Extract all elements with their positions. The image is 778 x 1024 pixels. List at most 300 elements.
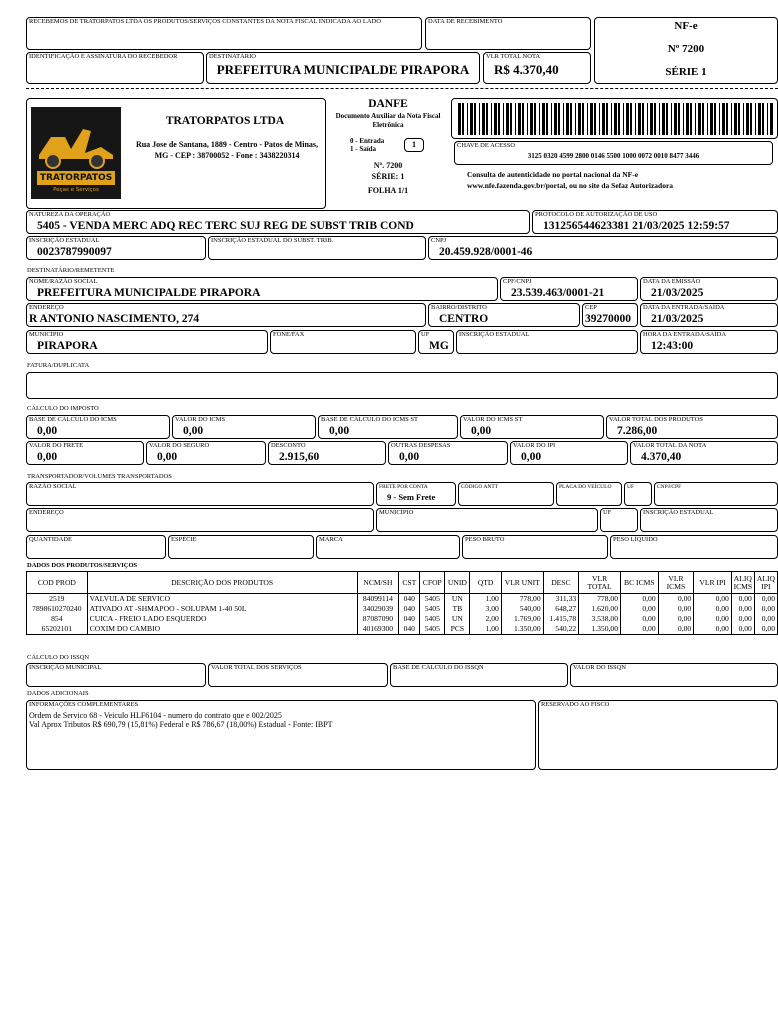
table-cell: 1,00: [470, 594, 501, 605]
barcode-bar: [474, 103, 476, 135]
nfe-series: SÉRIE 1: [665, 66, 707, 78]
barcode-bar: [770, 103, 773, 135]
tax-icms-base-label: BASE DE CÁLCULO DO ICMS: [29, 416, 117, 423]
barcode-bar: [515, 103, 516, 135]
emitter-address: Rua Jose de Santana, 1889 - Centro - Patos de Minas, MG - CEP : 38700052 - Fone : 3438220314: [135, 140, 319, 160]
table-cell: 540,00: [501, 604, 543, 614]
issqn-section: CÁLCULO DO ISSQN: [27, 654, 90, 661]
tax-icms-st-base-value: 0,00: [329, 425, 350, 437]
barcode-bar: [458, 103, 461, 135]
barcode-bar: [503, 103, 504, 135]
freight-label: FRETE POR CONTA: [379, 484, 428, 490]
barcode-bar: [731, 103, 732, 135]
recipient-cpf-label: CPF/CNPJ: [503, 278, 532, 285]
freight-value: 9 - Sem Frete: [387, 492, 436, 502]
table-cell: 0,00: [621, 624, 659, 635]
barcode-bar: [479, 103, 480, 135]
issqn-base-label: BASE DE CÁLCULO DO ISSQN: [393, 664, 484, 671]
cnpj-label: CNPJ: [431, 237, 447, 244]
issqn-municipal-label: INSCRIÇÃO MUNICIPAL: [29, 664, 102, 671]
table-row: [27, 594, 778, 605]
emission-date-box: [640, 277, 778, 301]
volume-species-label: ESPÉCIE: [171, 536, 197, 543]
cnpj-box: [428, 236, 778, 260]
barcode-bar: [762, 103, 764, 135]
col-unit-value: VLR UNIT: [501, 572, 543, 594]
ie-st-label: INSCRIÇÃO ESTADUAL DO SUBST. TRIB.: [211, 237, 334, 244]
col-total: VLR TOTAL: [579, 572, 621, 594]
barcode-bar: [650, 103, 653, 135]
gross-weight-box: [462, 535, 608, 559]
access-key-box: [454, 141, 773, 165]
table-cell: 0,00: [731, 624, 754, 635]
table-cell: 3,00: [470, 604, 501, 614]
table-cell: 0,00: [694, 624, 732, 635]
emission-date-value: 21/03/2025: [651, 287, 704, 299]
barcode-bar: [750, 103, 752, 135]
recipient-address-box: [26, 303, 426, 327]
barcode-bar: [614, 103, 617, 135]
barcode-bar: [683, 103, 684, 135]
tax-icms-base-value: 0,00: [37, 425, 58, 437]
carrier-cnpj-box: [654, 482, 778, 506]
additional-info-line1: Ordem de Servico 68 - Veiculo HLF6104 - numero do contrato que e 002/2025: [29, 711, 282, 720]
barcode-bar: [498, 103, 500, 135]
barcode-bar: [510, 103, 512, 135]
barcode-bar: [570, 103, 572, 135]
table-cell: 1.769,00: [501, 614, 543, 624]
recipient-name-box: [26, 277, 498, 301]
products-table: [26, 571, 778, 635]
exit-date-value: 21/03/2025: [651, 313, 704, 325]
barcode-bar: [734, 103, 737, 135]
barcode-bar: [494, 103, 497, 135]
barcode-bar: [578, 103, 581, 135]
col-aliq-ipi: ALIQ IPI: [754, 572, 777, 594]
carrier-city-label: MUNICÍPIO: [379, 509, 414, 516]
district-label: BAIRRO/DISTRITO: [431, 304, 487, 311]
barcode-bar: [611, 103, 612, 135]
tax-products-total-box: [606, 415, 778, 439]
carrier-address-box: [26, 508, 374, 532]
table-cell: 5405: [420, 594, 445, 605]
barcode-bar: [642, 103, 644, 135]
table-cell: 0,00: [694, 594, 732, 605]
issqn-base-box: [390, 663, 568, 687]
col-description: DESCRIÇÃO DOS PRODUTOS: [87, 572, 357, 594]
tax-icms-st-value-label: VALOR DO ICMS ST: [463, 416, 523, 423]
table-cell: 311,33: [543, 594, 579, 605]
issqn-services-label: VALOR TOTAL DOS SERVIÇOS: [211, 664, 302, 671]
table-cell: 0,00: [621, 614, 659, 624]
nfe-number: Nº 7200: [667, 43, 705, 55]
table-cell: 84099114: [357, 594, 399, 605]
table-cell: 1.415,78: [543, 614, 579, 624]
tax-note-total-label: VALOR TOTAL DA NOTA: [633, 442, 707, 449]
tax-icms-st-base-box: [318, 415, 458, 439]
tax-insurance-box: [146, 441, 266, 465]
recipient-name-value: PREFEITURA MUNICIPALDE PIRAPORA: [37, 287, 261, 299]
table-cell: 0,00: [694, 614, 732, 624]
col-aliq-icms: ALIQ ICMS: [731, 572, 754, 594]
nature-label: NATUREZA DA OPERAÇÃO: [29, 211, 111, 218]
barcode-bar: [527, 103, 528, 135]
table-cell: 0,00: [754, 614, 777, 624]
table-cell: 0,00: [658, 614, 694, 624]
tax-icms-st-value-box: [460, 415, 604, 439]
tax-note-total-box: [630, 441, 778, 465]
carrier-uf-box: [624, 482, 652, 506]
danfe-subtitle: Documento Auxiliar da Nota Fiscal Eletrônica: [335, 112, 441, 129]
table-cell: 854: [27, 614, 88, 624]
barcode-bar: [470, 103, 473, 135]
antt-label: CÓDIGO ANTT: [461, 484, 499, 490]
table-cell: 0,00: [658, 624, 694, 635]
recipient-cpf-box: [500, 277, 638, 301]
barcode-icon: [458, 103, 771, 135]
receipt-date-box: [425, 17, 591, 50]
tax-other-value: 0,00: [399, 451, 420, 463]
issqn-services-box: [208, 663, 388, 687]
plate-label: PLACA DO VEÍCULO: [559, 484, 612, 490]
barcode-bar: [626, 103, 629, 135]
recipient-name-label: NOME/RAZÃO SOCIAL: [29, 278, 98, 285]
table-cell: 040: [399, 624, 420, 635]
additional-info-box: [26, 700, 536, 770]
volume-brand-label: MARCA: [319, 536, 343, 543]
danfe-entry: 0 - Entrada: [350, 137, 385, 145]
recipient-cpf-value: 23.539.463/0001-21: [511, 287, 605, 299]
tax-discount-label: DESCONTO: [271, 442, 306, 449]
additional-section: DADOS ADICIONAIS: [27, 690, 89, 697]
col-vlr-icms: VLR ICMS: [658, 572, 694, 594]
table-cell: 1,00: [470, 624, 501, 635]
tax-insurance-label: VALOR DO SEGURO: [149, 442, 210, 449]
issqn-municipal-box: [26, 663, 206, 687]
table-cell: TB: [445, 604, 470, 614]
barcode-bar: [539, 103, 540, 135]
tax-freight-box: [26, 441, 144, 465]
barcode-bar: [582, 103, 584, 135]
table-cell: 3.538,00: [579, 614, 621, 624]
barcode-bar: [491, 103, 492, 135]
freight-box: [376, 482, 456, 506]
table-cell: UN: [445, 614, 470, 624]
issqn-value-label: VALOR DO ISSQN: [573, 664, 626, 671]
tax-ipi-box: [510, 441, 628, 465]
barcode-bar: [486, 103, 488, 135]
barcode-bar: [506, 103, 509, 135]
table-cell: 0,00: [754, 594, 777, 605]
barcode-bar: [695, 103, 696, 135]
barcode-bar: [534, 103, 536, 135]
carrier-ie-box: [640, 508, 778, 532]
barcode-bar: [542, 103, 545, 135]
tax-icms-value-label: VALOR DO ICMS: [175, 416, 226, 423]
table-cell: ATIVADO AT -SHMAPOO - SOLUPAM 1-40 50L: [87, 604, 357, 614]
table-cell: 0,00: [731, 604, 754, 614]
table-cell: 1.350,00: [579, 624, 621, 635]
barcode-bar: [678, 103, 680, 135]
receipt-text: RECEBEMOS DE TRATORPATOS LTDA OS PRODUTOS/SERVIÇOS CONSTANTES DA NOTA FISCAL INDICADA AO LADO: [29, 18, 381, 25]
gross-weight-label: PESO BRUTO: [465, 536, 505, 543]
recipient-address-label: ENDEREÇO: [29, 304, 64, 311]
logo-tagline: Peças e Serviços: [53, 187, 99, 193]
col-vlr-ipi: VLR IPI: [694, 572, 732, 594]
table-cell: 040: [399, 594, 420, 605]
table-cell: 1.350,00: [501, 624, 543, 635]
tax-icms-st-value-value: 0,00: [471, 425, 492, 437]
nfe-header-box: [594, 17, 778, 84]
table-cell: CUICA - FREIO LADO ESQUERDO: [87, 614, 357, 624]
table-cell: COXIM DO CAMBIO: [87, 624, 357, 635]
barcode-bar: [530, 103, 533, 135]
barcode-bar: [590, 103, 593, 135]
table-cell: 0,00: [731, 594, 754, 605]
barcode-bar: [602, 103, 605, 135]
tax-section: CÁLCULO DO IMPOSTO: [27, 405, 99, 412]
barcode-bar: [746, 103, 749, 135]
additional-info-line2: Val Aprox Tributos R$ 690,79 (15,81%) Federal e R$ 786,67 (18,00%) Estadual - Fonte: IBPT: [29, 720, 333, 729]
danfe-title: DANFE: [368, 98, 408, 110]
protocol-label: PROTOCOLO DE AUTORIZAÇÃO DE USO: [535, 211, 658, 218]
table-row: [27, 614, 778, 624]
barcode-bar: [599, 103, 600, 135]
table-cell: 5405: [420, 614, 445, 624]
barcode-bar: [674, 103, 677, 135]
receipt-date-label: DATA DE RECEBIMENTO: [428, 18, 503, 25]
barcode-bar: [482, 103, 485, 135]
table-cell: 7898610270240: [27, 604, 88, 614]
col-cod-prod: COD PROD: [27, 572, 88, 594]
exit-date-box: [640, 303, 778, 327]
tax-icms-value-box: [172, 415, 316, 439]
table-cell: 0,00: [694, 604, 732, 614]
reserved-label: RESERVADO AO FISCO: [541, 701, 610, 708]
tax-discount-box: [268, 441, 386, 465]
barcode-bar: [654, 103, 656, 135]
carrier-address-label: ENDEREÇO: [29, 509, 64, 516]
barcode-bar: [722, 103, 725, 135]
danfe-series: SÉRIE: 1: [371, 172, 405, 181]
carrier-uf-label: UF: [627, 484, 635, 490]
col-qty: QTD: [470, 572, 501, 594]
table-cell: 778,00: [579, 594, 621, 605]
barcode-bar: [606, 103, 608, 135]
table-cell: 0,00: [754, 604, 777, 614]
table-cell: 0,00: [754, 624, 777, 635]
danfe-box: [328, 98, 448, 209]
carrier-uf2-box: [600, 508, 638, 532]
table-cell: 648,27: [543, 604, 579, 614]
tax-products-total-value: 7.286,00: [617, 425, 658, 437]
state-registration-value: 0023787990097: [37, 246, 112, 258]
canhoto-total-label: VLR TOTAL NOTA: [486, 53, 541, 60]
volume-species-box: [168, 535, 314, 559]
col-unit: UNID: [445, 572, 470, 594]
col-ncm: NCM/SH: [357, 572, 399, 594]
barcode-bar: [558, 103, 560, 135]
barcode-bar: [690, 103, 692, 135]
products-header-row: [27, 572, 778, 594]
table-cell: 040: [399, 604, 420, 614]
state-registration-label: INSCRIÇÃO ESTADUAL: [29, 237, 100, 244]
table-cell: 0,00: [731, 614, 754, 624]
table-cell: 2,00: [470, 614, 501, 624]
net-weight-label: PESO LÍQUIDO: [613, 536, 658, 543]
barcode-bar: [662, 103, 665, 135]
tax-icms-st-base-label: BASE DE CÁLCULO DO ICMS ST: [321, 416, 418, 423]
cep-value: 39270000: [585, 313, 631, 325]
tax-products-total-label: VALOR TOTAL DOS PRODUTOS: [609, 416, 703, 423]
barcode-bar: [635, 103, 636, 135]
table-cell: 87087090: [357, 614, 399, 624]
barcode-bar: [726, 103, 728, 135]
table-cell: 5405: [420, 604, 445, 614]
recipient-ie-label: INSCRIÇÃO ESTADUAL: [459, 331, 530, 338]
exit-hour-label: HORA DA ENTRADA/SAÍDA: [643, 331, 727, 338]
barcode-bar: [686, 103, 689, 135]
table-cell: 0,00: [621, 594, 659, 605]
phone-label: FONE/FAX: [273, 331, 305, 338]
consult-text: Consulta de autenticidade no portal nacional da NF-e www.nfe.fazenda.gov.br/portal, ou no site da Sefaz Autorizadora: [467, 170, 674, 190]
logo-text: TRATORPATOS: [39, 173, 113, 183]
danfe-page: FOLHA 1/1: [367, 186, 409, 195]
receiver-id-box: [26, 52, 204, 84]
nfe-title: NF-e: [674, 20, 698, 32]
additional-info-label: INFORMAÇÕES COMPLEMENTARES: [29, 701, 139, 708]
danfe-exit: 1 - Saída: [350, 145, 377, 153]
canhoto-recipient-box: [206, 52, 480, 84]
barcode-bar: [518, 103, 521, 135]
table-cell: 040: [399, 614, 420, 624]
barcode-bar: [647, 103, 648, 135]
plate-box: [556, 482, 622, 506]
barcode-bar: [767, 103, 768, 135]
recipient-address-value: R ANTONIO NASCIMENTO, 274: [29, 313, 200, 325]
uf-label: UF: [421, 331, 430, 338]
table-cell: 34029039: [357, 604, 399, 614]
barcode-bar: [554, 103, 557, 135]
carrier-city-box: [376, 508, 598, 532]
barcode-box: [451, 98, 778, 139]
barcode-bar: [714, 103, 716, 135]
uf-value: MG: [429, 340, 449, 352]
col-bc-icms: BC ICMS: [621, 572, 659, 594]
col-discount: DESC: [543, 572, 579, 594]
barcode-bar: [587, 103, 588, 135]
tax-ipi-value: 0,00: [521, 451, 542, 463]
tax-other-label: OUTRAS DESPESAS: [391, 442, 451, 449]
access-key-value: 3125 0320 4599 2800 0146 5500 1000 0072 0010 8477 3446: [527, 152, 700, 160]
protocol-box: [532, 210, 778, 234]
danfe-type-box: 1: [404, 138, 424, 152]
tax-icms-base-box: [26, 415, 170, 439]
products-section: DADOS DOS PRODUTOS/SERVIÇOS: [27, 562, 138, 569]
uf-box: [418, 330, 454, 354]
invoice-box: [26, 372, 778, 399]
carrier-cnpj-label: CNPJ/CPF: [657, 484, 682, 490]
table-cell: 0,00: [621, 604, 659, 614]
access-key-label: CHAVE DE ACESSO: [457, 142, 516, 149]
barcode-bar: [546, 103, 548, 135]
tax-icms-value-value: 0,00: [183, 425, 204, 437]
tax-note-total-value: 4.370,40: [641, 451, 682, 463]
state-registration-box: [26, 236, 206, 260]
barcode-bar: [575, 103, 576, 135]
barcode-bar: [659, 103, 660, 135]
table-cell: UN: [445, 594, 470, 605]
volume-brand-box: [316, 535, 460, 559]
tax-other-box: [388, 441, 508, 465]
tax-freight-label: VALOR DO FRETE: [29, 442, 84, 449]
nature-box: [26, 210, 530, 234]
barcode-bar: [758, 103, 761, 135]
table-row: [27, 624, 778, 635]
receipt-text-box: [26, 17, 422, 50]
table-cell: 2519: [27, 594, 88, 605]
table-cell: PCS: [445, 624, 470, 635]
barcode-bar: [563, 103, 564, 135]
ie-st-box: [208, 236, 426, 260]
table-cell: 40169300: [357, 624, 399, 635]
city-box: [26, 330, 268, 354]
barcode-bar: [671, 103, 672, 135]
antt-box: [458, 482, 554, 506]
table-cell: 778,00: [501, 594, 543, 605]
table-cell: 0,00: [658, 604, 694, 614]
city-value: PIRAPORA: [37, 340, 98, 352]
nature-value: 5405 - VENDA MERC ADQ REC TERC SUJ REG DE SUBST TRIB COND: [37, 220, 414, 232]
barcode-bar: [707, 103, 708, 135]
canhoto-total-value: R$ 4.370,40: [494, 62, 559, 77]
barcode-bar: [551, 103, 552, 135]
carrier-name-box: [26, 482, 374, 506]
barcode-bar: [566, 103, 569, 135]
reserved-box: [538, 700, 778, 770]
tractor-logo-icon: [31, 107, 121, 199]
barcode-bar: [467, 103, 468, 135]
protocol-value: 131256544623381 21/03/2025 12:59:57: [543, 220, 730, 232]
barcode-bar: [638, 103, 641, 135]
canhoto-recipient-label: DESTINATÁRIO: [209, 53, 256, 60]
invoice-section: FATURA/DUPLICATA: [27, 362, 90, 369]
transport-section: TRANSPORTADOR/VOLUMES TRANSPORTADOS: [27, 473, 172, 480]
district-value: CENTRO: [439, 313, 489, 325]
barcode-bar: [618, 103, 620, 135]
emitter-name: TRATORPATOS LTDA: [165, 115, 285, 127]
table-cell: 5405: [420, 624, 445, 635]
barcode-bar: [719, 103, 720, 135]
cep-box: [582, 303, 638, 327]
canhoto-recipient-value: PREFEITURA MUNICIPALDE PIRAPORA: [216, 62, 470, 77]
emitter-box: [26, 98, 326, 209]
barcode-bar: [698, 103, 701, 135]
volume-qty-label: QUANTIDADE: [29, 536, 72, 543]
exit-hour-value: 12:43:00: [651, 340, 694, 352]
tax-insurance-value: 0,00: [157, 451, 178, 463]
barcode-bar: [738, 103, 740, 135]
carrier-ie-label: INSCRIÇÃO ESTADUAL: [643, 509, 714, 516]
table-row: [27, 604, 778, 614]
cep-label: CEP: [585, 304, 597, 311]
district-box: [428, 303, 580, 327]
barcode-bar: [743, 103, 744, 135]
barcode-bar: [755, 103, 756, 135]
col-cfop: CFOP: [420, 572, 445, 594]
recipient-section: DESTINATÁRIO/REMETENTE: [27, 267, 115, 274]
exit-hour-box: [640, 330, 778, 354]
